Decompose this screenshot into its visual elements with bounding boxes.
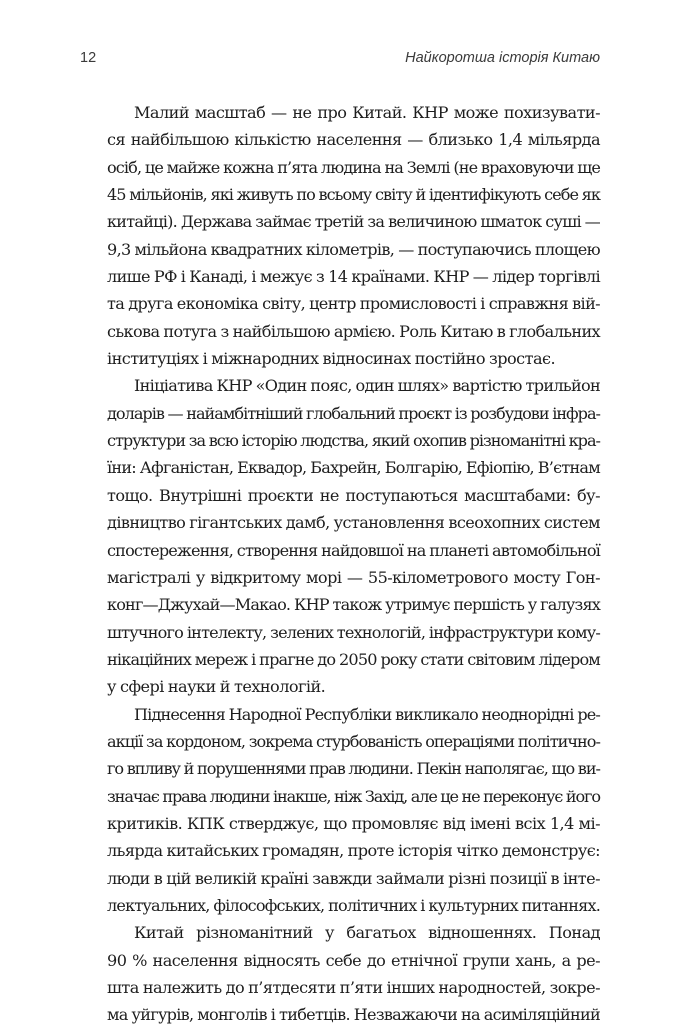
text-line: люди в цій великій країні завжди займали різні позиції в інте-	[107, 868, 600, 888]
text-line: Малий масштаб — не про Китай. КНР може похизувати-	[134, 103, 600, 122]
text-line: конг—Джухай—Макао. КНР також утримує першість у галузях	[107, 595, 600, 615]
paragraph	[107, 701, 600, 920]
text-line: лектуальних, філософських, політичних і культурних питаннях.	[107, 895, 600, 915]
text-line: Піднесення Народної Республіки викликало неоднорідні ре-	[134, 704, 600, 724]
running-head	[80, 50, 600, 70]
text-line: їни: Афганістан, Еквадор, Бахрейн, Болгарію, Ефіопію, В’єтнам	[107, 458, 600, 478]
text-line: доларів — найамбітніший глобальний проєкт із розбудови інфра-	[107, 403, 600, 423]
page-number: 12	[80, 50, 97, 66]
text-line: го впливу й порушеннями прав людини. Пекін наполягає, що ви-	[107, 759, 600, 779]
text-line: лише РФ і Канаді, і межує з 14 країнами. КНР — лідер торгівлі	[107, 267, 600, 287]
text-line: критиків. КПК стверджує, що промовляє від імені всіх 1,4 мі-	[107, 813, 600, 833]
text-line: шта належить до п’ятдесяти п’яти інших народностей, зокре-	[107, 978, 600, 997]
text-line: 90 % населення відносять себе до етнічної групи хань, а ре-	[107, 950, 600, 970]
text-line: ся найбільшою кількістю населення — близько 1,4 мільярда	[107, 130, 600, 150]
text-line: та друга економіка світу, центр промисловості і справжня вій-	[107, 294, 600, 314]
text-line: у сфері науки й технологій.	[107, 677, 326, 697]
text-line: інституціях і міжнародних відносинах постійно зростає.	[107, 349, 556, 369]
text-line: осіб, це майже кожна п’ята людина на Землі (не враховуючи ще	[107, 157, 600, 177]
text-line: ма уйгурів, монголів і тибетців. Незважаючи на асиміляційний	[107, 1005, 600, 1025]
text-line: тощо. Внутрішні проєкти не поступаються масштабами: бу-	[107, 485, 600, 505]
text-line: льярда китайських громадян, проте історія чітко демонструє:	[107, 841, 600, 861]
text-line: нікаційних мереж і прагне до 2050 року стати світовим лідером	[107, 649, 600, 669]
text-line: дівництво гігантських дамб, установлення всеохопних систем	[107, 513, 600, 533]
paragraph	[107, 372, 600, 700]
text-line: значає права людини інакше, ніж Захід, але це не переконує його	[107, 786, 600, 806]
text-line: штучного інтелекту, зелених технологій, інфраструктури кому-	[107, 622, 600, 642]
paragraph	[107, 99, 600, 372]
book-title: Найкоротша історія Китаю	[405, 50, 600, 66]
text-line: 9,3 мільйона квадратних кілометрів, — поступаючись площею	[107, 239, 600, 259]
text-line: акції за кордоном, зокрема стурбованість операціями політично-	[107, 731, 600, 751]
text-line: магістралі у відкритому морі — 55-кілометрового мосту Гон-	[107, 567, 600, 587]
body-text	[107, 99, 600, 1029]
text-line: 45 мільйонів, які живуть по всьому світу й ідентифікують себе як	[107, 185, 600, 205]
text-line: ськова потуга з найбільшою армією. Роль Китаю в глобальних	[107, 321, 600, 341]
text-line: структури за всю історію людства, який охопив різноманітні кра-	[107, 431, 600, 451]
text-line: Ініціатива КНР «Один пояс, один шлях» вартістю трильйон	[134, 376, 600, 396]
text-line: спостереження, створення найдовшої на планеті автомобільної	[107, 540, 600, 560]
paragraph	[107, 919, 600, 1028]
text-line: китайці). Держава займає третій за величиною шматок суші —	[107, 212, 600, 232]
text-line: Китай різноманітний у багатьох відношеннях. Понад	[134, 923, 600, 943]
